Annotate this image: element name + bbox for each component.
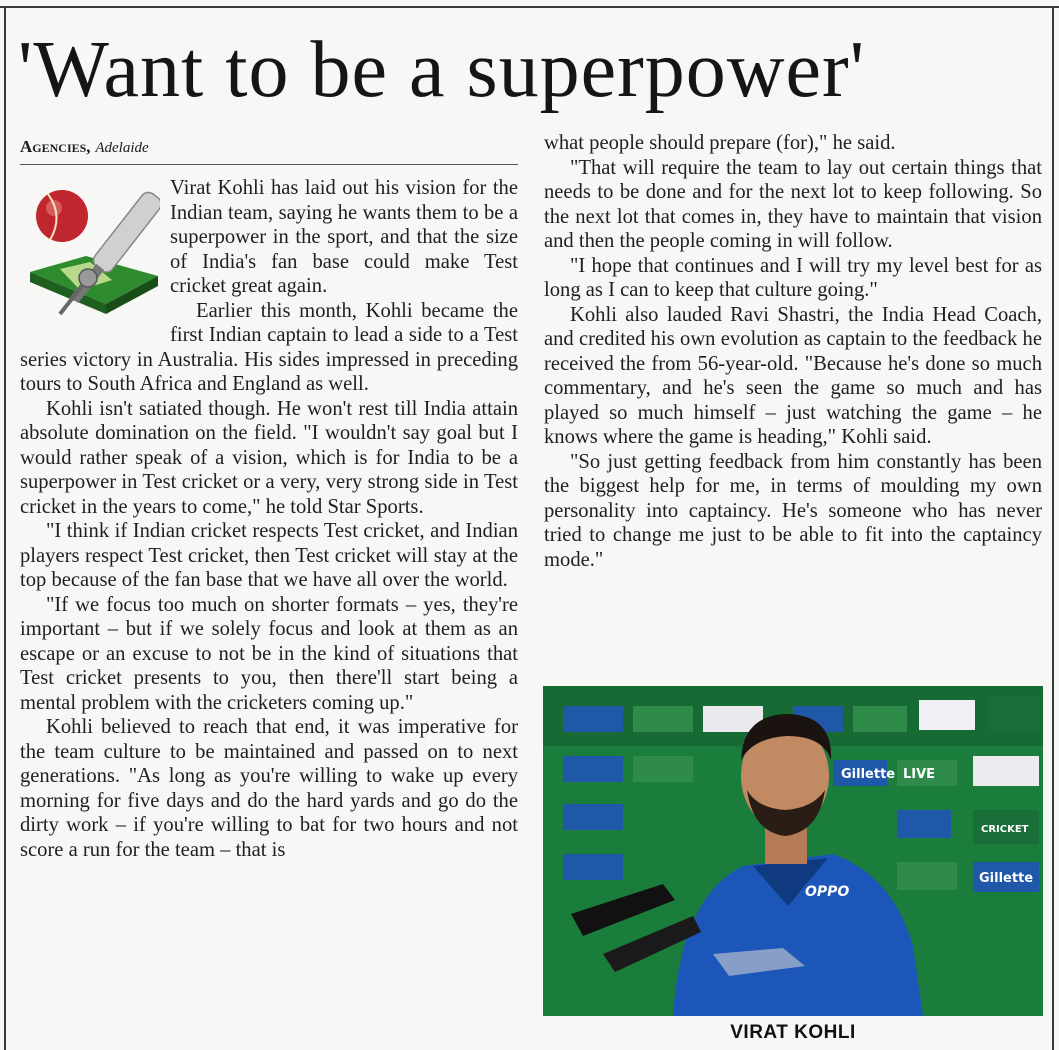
article-column-left [20, 176, 518, 862]
article-paragraph: Kohli also lauded Ravi Shastri, the India Head Coach, and credited his own evolution as captain to the feedback he received the from 56-year-old. "Because he's done so much commentary, and he's seen the game so much and has played so much himself – just watching the game – he knows where the game is heading," Kohli said. [544, 303, 1042, 448]
article-paragraph: Earlier this month, Kohli became the first Indian captain to lead a side to a Test series victory in Australia. His sides impressed in preceding tours to South Africa and England as well. [20, 299, 518, 395]
article-paragraph: Virat Kohli has laid out his vision for the Indian team, saying he wants them to be a superpower in the sport, and that the size of India's fan base could make Test cricket great again. [170, 177, 518, 297]
article-paragraph: "That will require the team to lay out certain things that needs to be done and for the next lot to keep following. So the next lot that comes in, they have to maintain that vision and then the people coming in will follow. [544, 156, 1042, 252]
byline-place: Adelaide [95, 140, 149, 156]
cricket-logo-icon [20, 176, 160, 324]
board-text: Gillette [979, 871, 1034, 886]
press-conference-image [543, 686, 1043, 1016]
article-paragraph: "I think if Indian cricket respects Test cricket, and Indian players respect Test cricket, then Test cricket will stay at the top because of the fan base that we have all over the world. [20, 520, 518, 591]
board-text: CRICKET [981, 824, 1029, 835]
byline-rule [20, 164, 518, 165]
article-paragraph: "So just getting feedback from him constantly has been the biggest help for me, in terms of moulding my own personality into captaincy. He's someone who has never tried to change me just to be able to fit into the captaincy mode." [544, 450, 1042, 571]
board-text: LIVE [903, 767, 936, 782]
page-left-border [4, 8, 6, 1050]
article-column-right [544, 131, 1042, 572]
photo-caption: VIRAT KOHLI [730, 1022, 856, 1043]
article-paragraph: Kohli believed to reach that end, it was imperative for the team culture to be maintained and passed on to next generations. "As long as you're willing to wake up every morning for five days and do the hard yards and go do the dirty work – if you're willing to bat for two hours and not score a run for the team – that is [20, 716, 518, 861]
article-paragraph: "I hope that continues and I will try my level best for as long as I can to keep that culture going." [544, 254, 1042, 301]
page-right-border [1052, 8, 1054, 1050]
byline-agency: Agencies, [20, 137, 91, 156]
headline: 'Want to be a superpower' [18, 26, 866, 114]
shirt-text: OPPO [805, 884, 850, 900]
player-photo [543, 686, 1043, 1016]
board-text: Gillette [841, 767, 896, 782]
article-paragraph: "If we focus too much on shorter formats – yes, they're important – but if we solely focus and look at them as an escape or an excuse to not be in the kind of situations that Test cricket presents to you, then there'll start being a mental problem with the cricketers coming up." [20, 593, 518, 714]
page-top-border [0, 6, 1059, 8]
article-paragraph: Kohli isn't satiated though. He won't rest till India attain absolute domination on the field. "I wouldn't say goal but I would rather speak of a vision, which is for India to be a superpower in Test cricket or a very, very strong side in Test cricket in the years to come," he told Star Sports. [20, 397, 518, 518]
byline [20, 136, 520, 159]
article-paragraph: what people should prepare (for)," he said. [544, 132, 896, 154]
